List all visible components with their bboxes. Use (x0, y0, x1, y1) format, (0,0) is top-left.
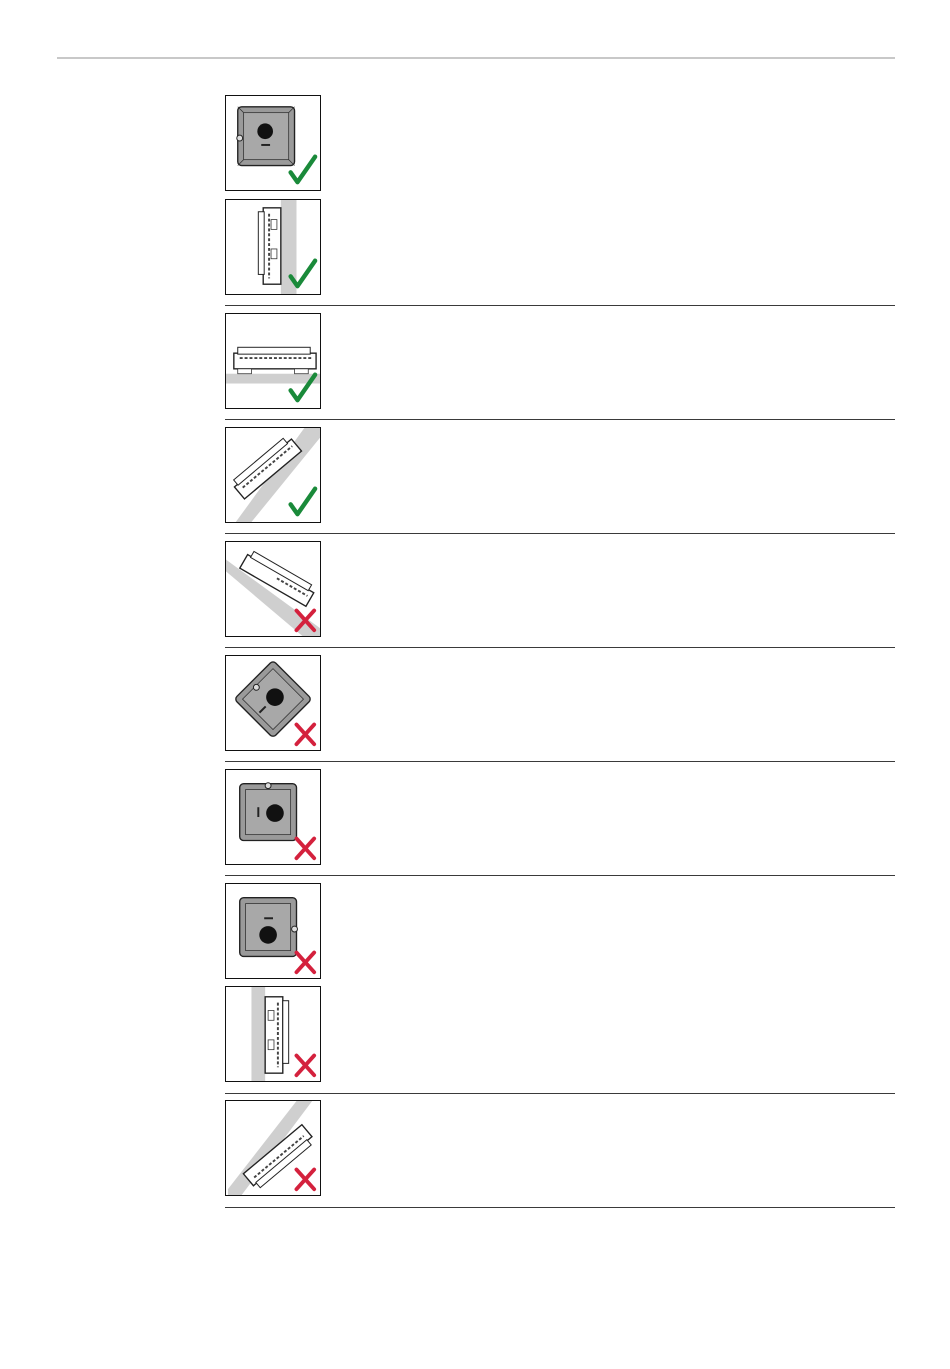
front-view-rotated-45-icon (226, 656, 320, 750)
orientation-tile-side-vertical (225, 199, 321, 295)
row-divider (225, 1207, 895, 1208)
row-divider (225, 305, 895, 306)
cross-icon (297, 953, 315, 973)
cross-icon (297, 725, 315, 745)
orientation-tile-rotated-left (225, 769, 321, 865)
orientation-tile-horizontal (225, 313, 321, 409)
cross-icon (297, 1170, 315, 1190)
header-rule (57, 57, 895, 59)
cross-icon (297, 1056, 315, 1076)
cross-icon (297, 839, 315, 859)
front-view-rotated-left-icon (226, 770, 320, 864)
side-view-mirrored-wall-icon (226, 987, 320, 1081)
side-view-overhead-tilted-icon (226, 1101, 320, 1195)
side-view-vertical-wall-icon (226, 200, 320, 294)
row-divider (225, 1093, 895, 1094)
row-divider (225, 419, 895, 420)
side-view-tilted-forward-icon (226, 542, 320, 636)
side-view-horizontal-mount-icon (226, 314, 320, 408)
orientation-tile-tilted-back (225, 427, 321, 523)
row-divider (225, 875, 895, 876)
orientation-tile-front-upright (225, 95, 321, 191)
orientation-tile-rotated-45 (225, 655, 321, 751)
row-divider (225, 533, 895, 534)
orientation-tile-overhead-tilted (225, 1100, 321, 1196)
front-view-upside-down-icon (226, 884, 320, 978)
row-divider (225, 761, 895, 762)
check-icon (291, 489, 315, 514)
orientation-tile-mirrored-wall (225, 986, 321, 1082)
orientation-tile-tilted-forward (225, 541, 321, 637)
side-view-tilted-back-icon (226, 428, 320, 522)
row-divider (225, 647, 895, 648)
front-view-upright-icon (226, 96, 320, 190)
orientation-tile-upside-down (225, 883, 321, 979)
